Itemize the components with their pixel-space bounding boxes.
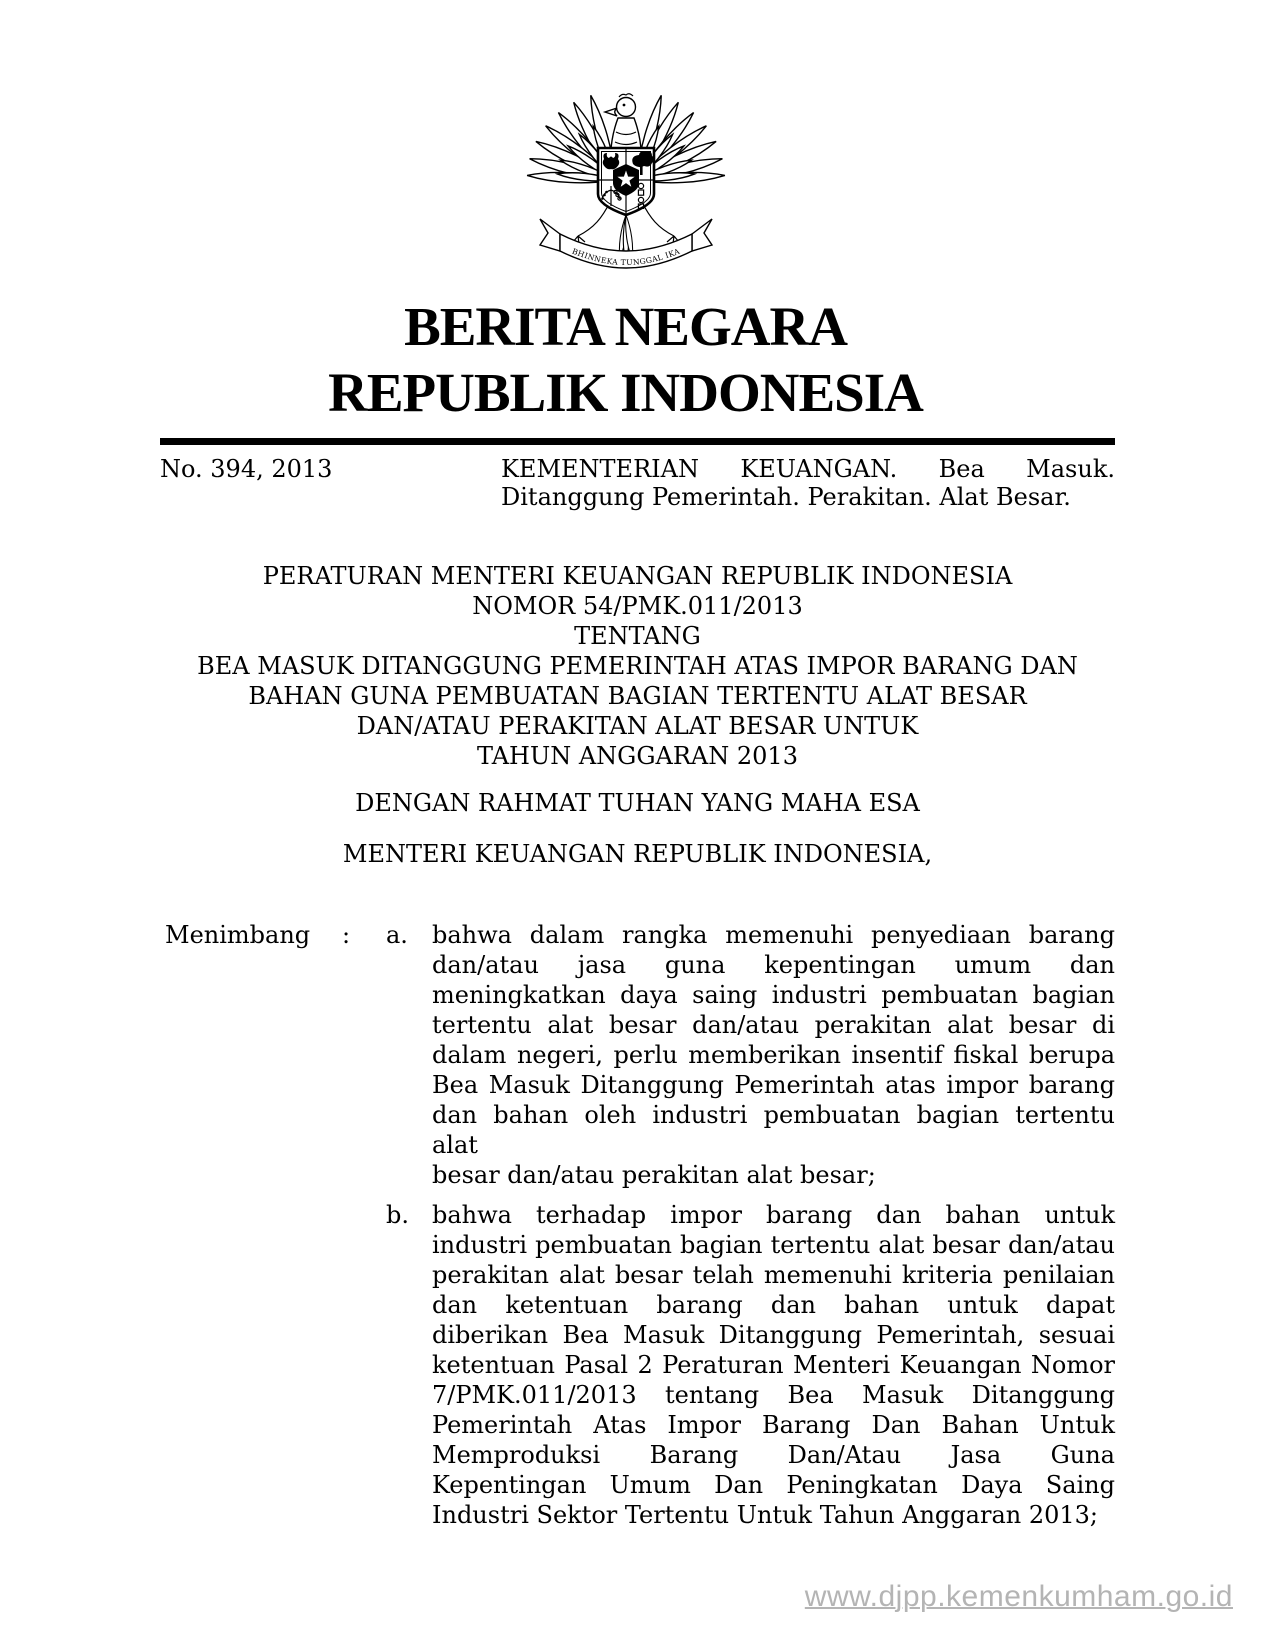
regulation-number-line: NOMOR 54/PMK.011/2013 xyxy=(472,592,803,620)
pancasila-shield xyxy=(598,148,655,215)
head xyxy=(605,94,636,117)
gazette-title-line1: BERITA NEGARA xyxy=(404,296,847,357)
consideration-item-b xyxy=(160,1200,1115,1530)
issuing-authority-line: MENTERI KEUANGAN REPUBLIK INDONESIA, xyxy=(342,840,933,868)
regulation-subject-line: BAHAN GUNA PEMBUATAN BAGIAN TERTENTU ALAT BESAR xyxy=(248,682,1027,710)
regulation-tentang-line: TENTANG xyxy=(574,622,701,650)
item-text-b: bahwa terhadap impor barang dan bahan untuk industri pembuatan bagian tertentu alat besar dan/atau perakitan alat besar telah memenuhi kriteria penilaian dan ketentuan barang dan bahan untuk dapat diberikan Bea Masuk Ditanggung Pemerintah, sesuai ketentuan Pasal 2 Peraturan Menteri Keuangan Nomor 7/PMK.011/2013 tentang Bea Masuk Ditanggung Pemerintah Atas Impor Barang Dan Bahan Untuk Memproduksi Barang Dan/Atau Jasa Guna Kepentingan Umum Dan Peningkatan Daya Saing Industri Sektor Tertentu Untuk Tahun Anggaran 2013; xyxy=(432,1201,1115,1529)
issue-number: No. 394, 2013 xyxy=(160,455,333,483)
regulation-subject-line: TAHUN ANGGARAN 2013 xyxy=(477,742,798,770)
item-marker-b: b. xyxy=(386,1201,409,1229)
consideration-item-a xyxy=(160,920,1115,1190)
gazette-title xyxy=(148,294,1103,426)
masthead-rule xyxy=(160,438,1115,445)
considerations-section xyxy=(160,920,1115,1530)
considerations-label: Menimbang xyxy=(165,921,311,949)
watermark-link[interactable]: www.djpp.kemenkumham.go.id xyxy=(804,1580,1233,1613)
regulation-subject-line: DAN/ATAU PERAKITAN ALAT BESAR UNTUK xyxy=(356,712,919,740)
masthead-row xyxy=(160,455,1115,511)
emblem-motto: BHINNEKA TUNGGAL IKA xyxy=(570,246,681,268)
considerations-separator: : xyxy=(342,921,351,949)
gazette-title-line2: REPUBLIK INDONESIA xyxy=(328,362,923,423)
emblem-container xyxy=(160,84,1115,276)
item-text-a: bahwa dalam rangka memenuhi penyediaan barang dan/atau jasa guna kepentingan umum dan meningkatkan daya saing industri pembuatan bagian tertentu alat besar dan/atau perakitan alat besar di dalam negeri, perlu memberikan insentif fiskal berupa Bea Masuk Ditanggung Pemerintah atas impor barang dan bahan oleh industri pembuatan bagian tertentu alat besar dan/atau perakitan alat besar; xyxy=(432,921,1115,1189)
subject-classification: KEMENTERIAN KEUANGAN. Bea Masuk. Ditanggung Pemerintah. Perakitan. Alat Besar. xyxy=(501,455,1115,511)
garuda-pancasila-emblem xyxy=(514,84,738,276)
invocation-line: DENGAN RAHMAT TUHAN YANG MAHA ESA xyxy=(355,789,920,817)
regulation-title xyxy=(160,561,1115,771)
regulation-title-line: PERATURAN MENTERI KEUANGAN REPUBLIK INDONESIA xyxy=(262,562,1013,590)
item-marker-a: a. xyxy=(386,921,408,949)
regulation-subject-line: BEA MASUK DITANGGUNG PEMERINTAH ATAS IMPOR BARANG DAN xyxy=(197,652,1078,680)
